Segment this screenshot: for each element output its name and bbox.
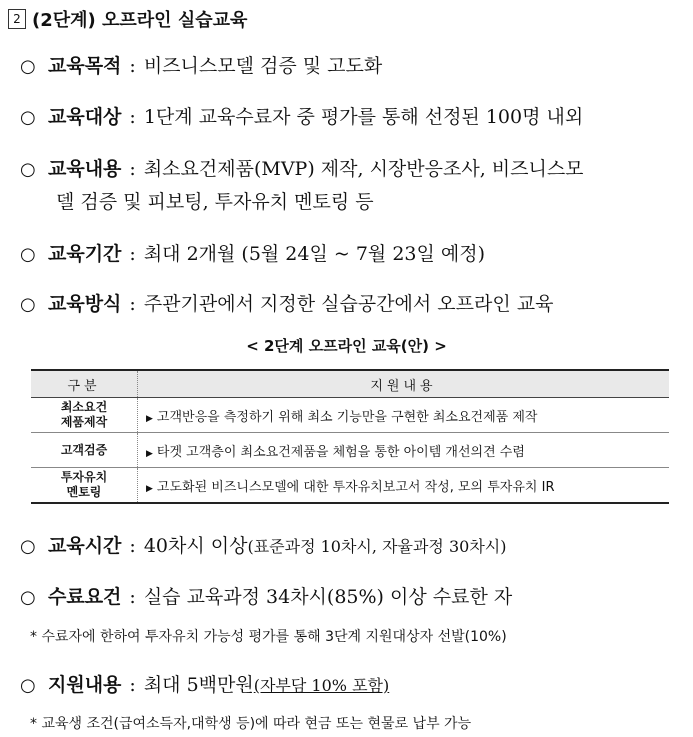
item-label: 교육대상 [48,106,122,128]
item-separator: : [129,535,136,557]
table-row [31,468,669,504]
row-name-line: 최소요건 [60,400,108,414]
list-item-target [20,101,583,134]
item-text: 1단계 교육수료자 중 평가를 통해 선정된 100명 내외 [143,106,584,128]
bullet-icon: ○ [20,107,36,128]
section-title [8,6,247,32]
footnote-payment: * 교육생 조건(급여소득자,대학생 등)에 따라 현금 또는 현물로 납부 가능 [30,716,472,732]
list-item-completion [20,581,512,614]
bullet-icon: ○ [20,675,36,696]
item-separator: : [129,55,136,77]
table-row [31,433,669,468]
list-item-content [20,153,584,218]
bullet-icon: ○ [20,294,36,315]
item-separator: : [129,243,136,265]
table-title: < 2단계 오프라인 교육(안) > [246,337,447,355]
section-title-text: (2단계) 오프라인 실습교육 [32,10,248,31]
row-desc-text: 고도화된 비즈니스모델에 대한 투자유치보고서 작성, 모의 투자유치 IR [156,479,555,495]
table-header-row [31,370,669,398]
row-name-line: 멘토링 [66,485,102,499]
list-item-support [20,669,389,702]
list-item-period [20,238,485,271]
row-name-line: 고객검증 [60,442,108,457]
table-header: 지원내용 [138,370,670,398]
footnote-selection: * 수료자에 한하여 투자유치 가능성 평가를 통해 3단계 지원대상자 선발(10%) [30,629,507,645]
item-text: 40차시 이상 [143,535,248,557]
item-text-continued: 델 검증 및 피보팅, 투자유치 멘토링 등 [56,191,374,213]
item-small-text: (자부담 10% 포함) [253,676,390,695]
list-item-purpose [20,50,382,83]
table-header: 구분 [31,370,138,398]
item-separator: : [129,674,136,696]
bullet-icon: ○ [20,56,36,77]
triangle-bullet-icon: ▶ [146,448,153,459]
row-name-line: 제품제작 [60,415,108,429]
item-label: 교육방식 [48,293,122,315]
row-desc-text: 타겟 고객층이 최소요건제품을 체험을 통한 아이템 개선의견 수렴 [156,444,525,460]
section-number: 2 [8,9,26,29]
item-small-text: (표준과정 10차시, 자율과정 30차시) [247,537,507,556]
item-separator: : [129,293,136,315]
triangle-bullet-icon: ▶ [146,483,153,494]
item-label: 지원내용 [48,674,122,696]
item-text: 최대 5백만원 [143,674,254,696]
item-text: 주관기관에서 지정한 실습공간에서 오프라인 교육 [143,293,554,315]
item-text: 비즈니스모델 검증 및 고도화 [143,55,383,77]
item-text: 최소요건제품(MVP) 제작, 시장반응조사, 비즈니스모 [143,158,584,180]
row-desc-text: 고객반응을 측정하기 위해 최소 기능만을 구현한 최소요건제품 제작 [156,409,538,425]
item-separator: : [129,106,136,128]
row-name [31,433,138,468]
row-name [31,398,138,433]
item-label: 교육기간 [48,243,122,265]
bullet-icon: ○ [20,244,36,265]
item-label: 교육목적 [48,55,122,77]
triangle-bullet-icon: ▶ [146,413,153,424]
item-label: 교육시간 [48,535,122,557]
row-desc [138,433,670,468]
bullet-icon: ○ [20,159,36,180]
item-label: 수료요건 [48,586,122,608]
row-desc [138,398,670,433]
item-separator: : [129,158,136,180]
item-text: 실습 교육과정 34차시(85%) 이상 수료한 자 [143,586,513,608]
row-name [31,468,138,504]
bullet-icon: ○ [20,587,36,608]
bullet-icon: ○ [20,536,36,557]
list-item-hours [20,530,507,563]
item-text: 최대 2개월 (5월 24일 ~ 7월 23일 예정) [143,243,486,265]
plan-table [31,369,669,504]
list-item-method [20,288,553,321]
item-label: 교육내용 [48,158,122,180]
table-row [31,398,669,433]
row-name-line: 투자유치 [60,470,108,484]
row-desc [138,468,670,504]
item-separator: : [129,586,136,608]
